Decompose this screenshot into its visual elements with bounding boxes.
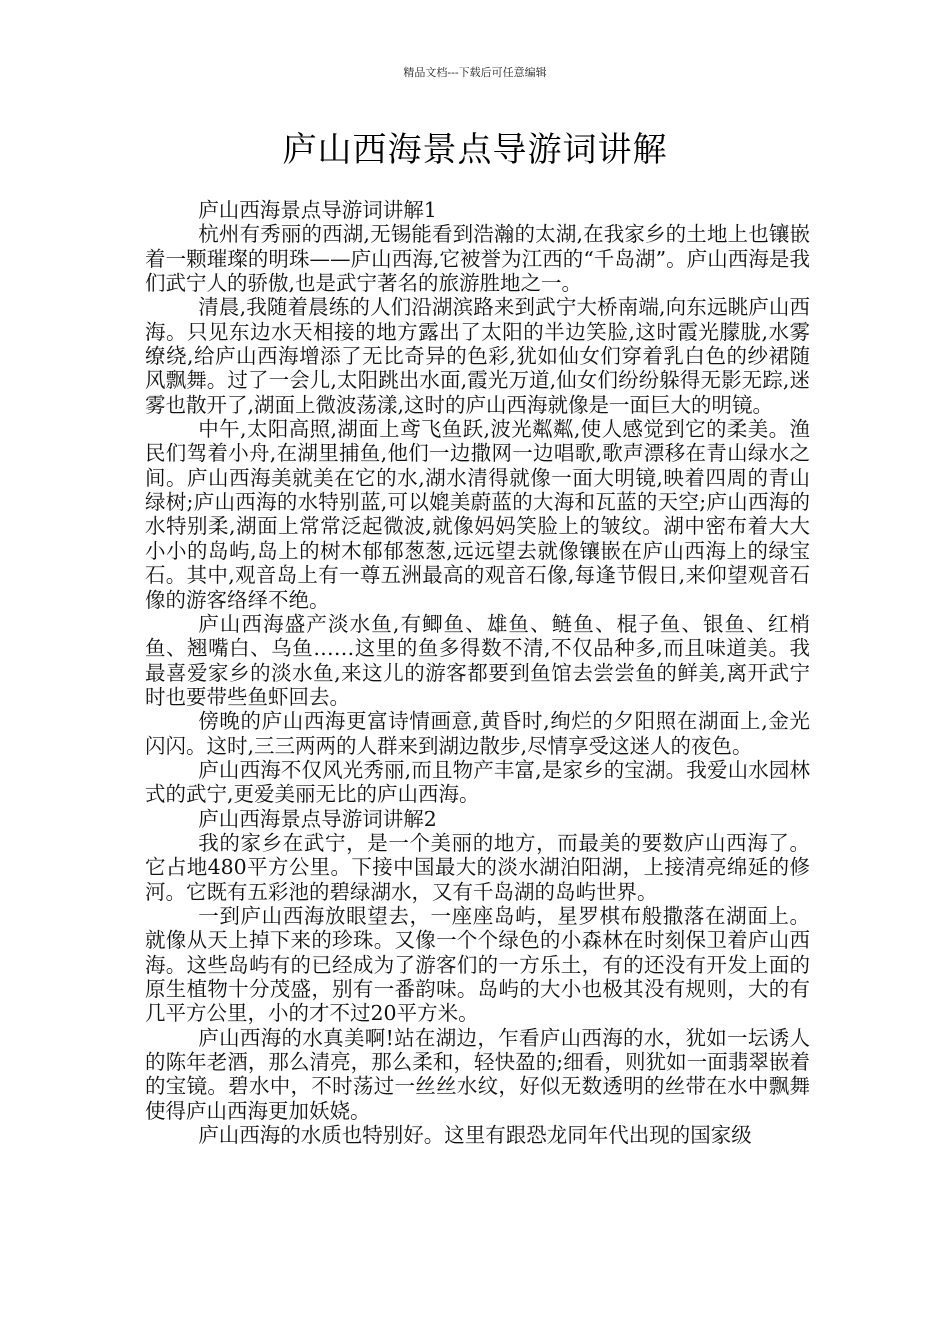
page-header: 精品文档---下载后可任意编辑 bbox=[403, 66, 547, 79]
paragraph: 庐山西海不仅风光秀丽,而且物产丰富,是家乡的宝湖。我爱山水园林式的武宁,更爱美丽无比的庐山西海。 bbox=[145, 757, 810, 807]
document-title: 庐山西海景点导游词讲解 bbox=[282, 130, 668, 170]
document-body bbox=[145, 198, 810, 1147]
paragraph: 庐山西海的水真美啊!站在湖边，乍看庐山西海的水，犹如一坛诱人的陈年老酒，那么清亮，那么柔和，轻快盈的;细看，则犹如一面翡翠嵌着的宝镜。碧水中，不时荡过一丝丝水纹，好似无数透明的丝带在水中飘舞使得庐山西海更加妖娆。 bbox=[145, 1025, 810, 1123]
paragraph: 庐山西海盛产淡水鱼,有鲫鱼、雄鱼、鲢鱼、棍子鱼、银鱼、红梢鱼、翘嘴白、乌鱼……这里的鱼多得数不清,不仅品种多,而且味道美。我最喜爱家乡的淡水鱼,来这儿的游客都要到鱼馆去尝尝鱼的鲜美,离开武宁时也要带些鱼虾回去。 bbox=[145, 611, 810, 709]
paragraph: 清晨,我随着晨练的人们沿湖滨路来到武宁大桥南端,向东远眺庐山西海。只见东边水天相接的地方露出了太阳的半边笑脸,这时霞光朦胧,水雾缭绕,给庐山西海增添了无比奇异的色彩,犹如仙女们穿着乳白色的纱裙随风飘舞。过了一会儿,太阳跳出水面,霞光万道,仙女们纷纷躲得无影无踪,迷雾也散开了,湖面上微波荡漾,这时的庐山西海就像是一面巨大的明镜。 bbox=[145, 295, 810, 417]
section-heading: 庐山西海景点导游词讲解2 bbox=[198, 806, 437, 831]
paragraph: 我的家乡在武宁，是一个美丽的地方，而最美的要数庐山西海了。它占地480平方公里。下接中国最大的淡水湖泊阳湖，上接清亮绵延的修河。它既有五彩池的碧绿湖水，又有千岛湖的岛屿世界。 bbox=[145, 830, 810, 904]
paragraph: 中午,太阳高照,湖面上鸢飞鱼跃,波光粼粼,使人感觉到它的柔美。渔民们驾着小舟,在湖里捕鱼,他们一边撒网一边唱歌,歌声漂移在青山绿水之间。庐山西海美就美在它的水,湖水清得就像一面大明镜,映着四周的青山绿树;庐山西海的水特别蓝,可以媲美蔚蓝的大海和瓦蓝的天空;庐山西海的水特别柔,湖面上常常泛起微波,就像妈妈笑脸上的皱纹。湖中密布着大大小小的岛屿,岛上的树木郁郁葱葱,远远望去就像镶嵌在庐山西海上的绿宝石。其中,观音岛上有一尊五洲最高的观音石像,每逢节假日,来仰望观音石像的游客络绎不绝。 bbox=[145, 417, 810, 612]
paragraph: 杭州有秀丽的西湖,无锡能看到浩瀚的太湖,在我家乡的土地上也镶嵌着一颗璀璨的明珠——庐山西海,它被誉为江西的“千岛湖”。庐山西海是我们武宁人的骄傲,也是武宁著名的旅游胜地之一。 bbox=[145, 222, 810, 296]
paragraph: 傍晚的庐山西海更富诗情画意,黄昏时,绚烂的夕阳照在湖面上,金光闪闪。这时,三三两两的人群来到湖边散步,尽情享受这迷人的夜色。 bbox=[145, 709, 810, 758]
paragraph: 一到庐山西海放眼望去，一座座岛屿，星罗棋布般撒落在湖面上。就像从天上掉下来的珍珠。又像一个个绿色的小森林在时刻保卫着庐山西海。这些岛屿有的已经成为了游客们的一方乐土，有的还没有开发上面的原生植物十分茂盛，别有一番韵味。岛屿的大小也极其没有规则，大的有几平方公里，小的才不过20平方米。 bbox=[145, 903, 810, 1026]
paragraph: 庐山西海的水质也特别好。这里有跟恐龙同年代出现的国家级 bbox=[198, 1123, 752, 1148]
section-heading: 庐山西海景点导游词讲解1 bbox=[198, 198, 437, 222]
